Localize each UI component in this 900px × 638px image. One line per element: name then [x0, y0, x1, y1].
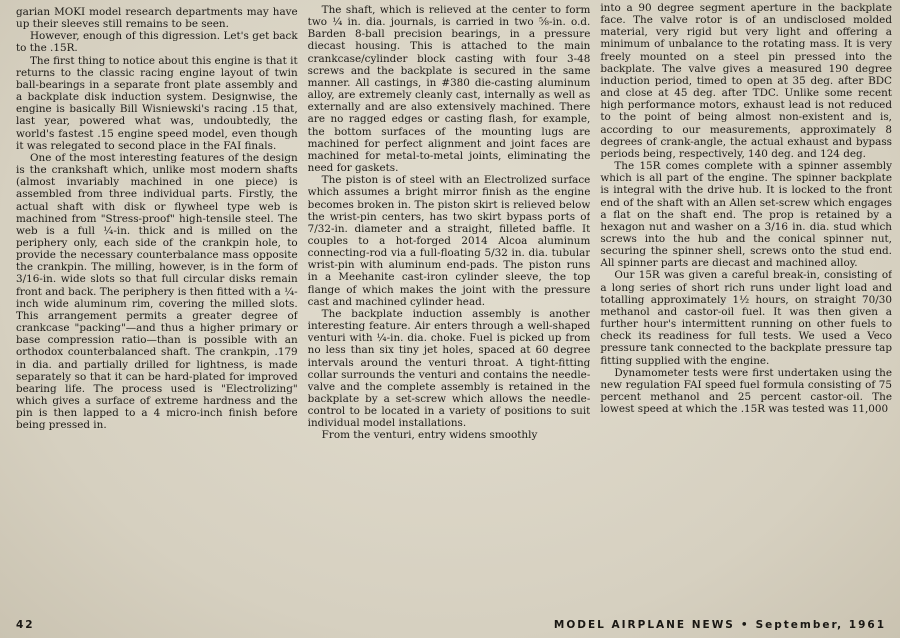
paragraph: The backplate induction assembly is another interesting feature. Air enters through a well-shaped venturi with ¼-in. dia. choke. Fuel is picked up from no less than six tiny jet holes, spaced at 60 degree intervals around the venturi throat. A tight-fitting collar surrounds the venturi and contains the needle-valve and the complete assembly is retained in the backplate by a set-screw which allows the needle-control to be located in a variety of positions to suit individual model installations.	[307, 307, 591, 430]
issue-date: September, 1961	[755, 619, 886, 631]
page-number: 42	[16, 619, 35, 631]
column-1	[16, 6, 298, 612]
paragraph: The shaft, which is relieved at the center to form two ¼ in. dia. journals, is carried in two ⅝-in. o.d. Barden 8-ball precision bearings, in a pressure diecast housing. This is attached to the main crankcase/cylinder block casting with four 3-48 screws and the backplate is secured in the same manner. All castings, in #380 die-casting aluminum alloy, are extremely cleanly cast, internally as well as externally and are also extensively machined. There are no ragged edges or casting flash, for example, the bottom surfaces of the mounting lugs are machined for perfect alignment and joint faces are machined for metal-to-metal joints, eliminating the need for gaskets.	[307, 4, 591, 175]
paragraph: garian MOKI model research departments may have up their sleeves still remains to be seen.	[16, 6, 298, 31]
magazine-name: MODEL AIRPLANE NEWS	[553, 619, 735, 631]
paragraph: Our 15R was given a careful break-in, consisting of a long series of short rich runs under light load and totalling approximately 1½ hours, on straight 70/30 methanol and castor-oil fuel. It was then given a further hour's intermittent running on other fuels to check its readiness for full tests. We used a Veco pressure tank connected to the backplate pressure tap fitting supplied with the engine.	[600, 269, 892, 367]
paragraph: From the venturi, entry widens smoothly	[321, 429, 538, 442]
paragraph: into a 90 degree segment aperture in the backplate face. The valve rotor is of an undisclosed molded material, very rigid but very light and offering a minimum of unbalance to the rotating mass. It is very freely mounted on a steel pin pressed into the backplate. The valve gives a measured 190 degree induction period, timed to open at 35 deg. after BDC and close at 45 deg. after TDC. Unlike some recent high performance motors, exhaust lead is not reduced to the point of being almost non-existent and is, according to our measurements, approximately 8 degrees of crank-angle, the actual exhaust and bypass periods being, respectively, 140 deg. and 124 deg.	[600, 2, 892, 160]
paragraph: However, enough of this digression. Let's get back to the .15R.	[16, 30, 298, 55]
column-3	[600, 2, 892, 612]
page-footer	[0, 619, 900, 635]
paragraph: One of the most interesting features of the design is the crankshaft which, unlike most modern shafts (almost invariably machined in one piece) is assembled from three individual parts. Firstly, the actual shaft with disk or flywheel type web is machined from "Stress-proof" high-tensile steel. The web is a full ¼-in. thick and is milled on the periphery only, each side of the crankpin hole, to provide the necessary counterbalance mass opposite the crankpin. The milling, however, is in the form of 3/16-in. wide slots so that full circular disks remain front and back. The periphery is then fitted with a ¼-inch wide aluminum rim, covering the milled slots. This arrangement permits a greater degree of crankcase "packing"—and thus a higher primary or base compression ratio—than is possible with an orthodox counterbalanced shaft. The crankpin, .179 in dia. and partially drilled for lightness, is made separately so that it can be hard-plated for improved bearing life. The process used is "Electrolizing" which gives a surface of extreme hardness and the pin is then lapped to a 4 micro-inch finish before being pressed in.	[16, 151, 298, 432]
paragraph: The piston is of steel with an Electrolized surface which assumes a bright mirror finish as the engine becomes broken in. The piston skirt is relieved below the wrist-pin centers, has two skirt bypass ports of 7/32-in. diameter and a straight, filleted baffle. It couples to a hot-forged 2014 Alcoa aluminum connecting-rod via a full-floating 5/32 in. dia. tubular wrist-pin with aluminum end-pads. The piston runs in a Meehanite cast-iron cylinder sleeve, the top flange of which makes the joint with the pressure cast and machined cylinder head.	[307, 174, 591, 308]
paragraph: Dynamometer tests were first undertaken using the new regulation FAI speed fuel formula consisting of 75 percent methanol and 25 percent castor-oil. The lowest speed at which the .15R was tested was 11,000	[600, 366, 892, 416]
magazine-credit	[554, 619, 886, 631]
paragraph: The first thing to notice about this engine is that it returns to the classic racing engine layout of twin ball-bearings in a separate front plate assembly and a backplate disk induction system. Designwise, the engine is basically Bill Wisniewski's racing .15 that, last year, powered what was, undoubtedly, the world's fastest .15 engine speed model, even though it was relegated to second place in the FAI finals.	[16, 54, 298, 152]
paragraph: The 15R comes complete with a spinner assembly which is all part of the engine. The spinner backplate is integral with the drive hub. It is locked to the front end of the shaft with an Allen set-screw which engages a flat on the shaft end. The prop is retained by a hexagon nut and washer on a 3/16 in. dia. stud which screws into the hub and the conical spinner nut, securing the spinner shell, screws onto the stud end. All spinner parts are diecast and machined alloy.	[600, 160, 892, 270]
column-2	[308, 4, 591, 612]
separator-bullet: •	[740, 619, 750, 631]
